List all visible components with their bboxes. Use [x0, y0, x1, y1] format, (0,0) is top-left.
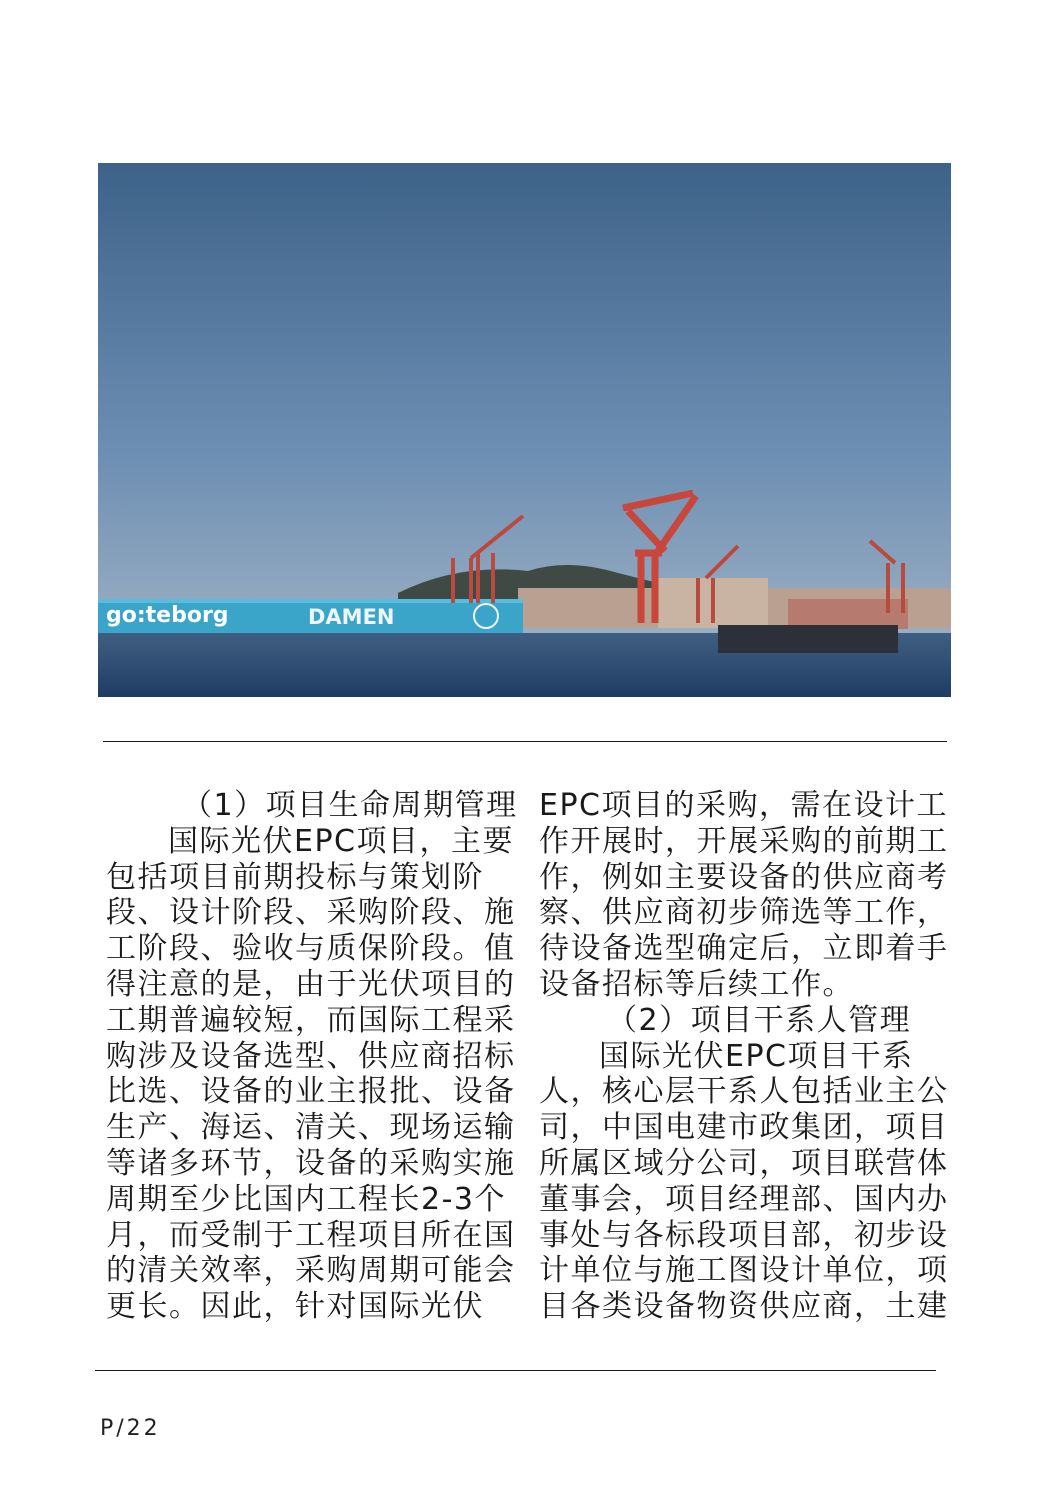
page-number: P/22: [100, 1416, 161, 1441]
text-line: 作，例如主要设备的供应商考: [539, 859, 949, 895]
text-line: 等诸多环节，设备的采购实施: [106, 1145, 516, 1181]
text-line: 所属区域分公司，项目联营体: [539, 1145, 949, 1181]
text-line: 周期至少比国内工程长2-3个: [106, 1181, 506, 1217]
text-line: 作开展时，开展采购的前期工: [539, 823, 949, 859]
divider-bottom: [95, 1370, 936, 1371]
text-line: 目各类设备物资供应商，土建: [539, 1289, 949, 1325]
text-line: 察、供应商初步筛选等工作，: [539, 895, 949, 931]
divider-top: [103, 741, 947, 742]
text-line: 待设备选型确定后，立即着手: [539, 931, 949, 967]
text-line: 生产、海运、清关、现场运输: [106, 1110, 516, 1146]
text-line: 段、设计阶段、采购阶段、施: [106, 895, 516, 931]
section-heading: （1）项目生命周期管理: [182, 788, 518, 823]
text-line: 司，中国电建市政集团，项目: [539, 1110, 949, 1146]
text-line: 比选、设备的业主报批、设备: [106, 1074, 516, 1110]
harbor-photo-illustration: [98, 163, 951, 697]
text-line: 董事会，项目经理部、国内办: [539, 1181, 949, 1217]
article-column-right: [539, 788, 949, 1325]
text-line: 更长。因此，针对国际光伏: [106, 1289, 484, 1325]
text-line: 包括项目前期投标与策划阶: [106, 859, 484, 895]
text-line: 国际光伏EPC项目，主要: [168, 823, 514, 859]
section-heading: （2）项目干系人管理: [607, 1002, 912, 1038]
text-line: 月，而受制于工程项目所在国: [106, 1217, 516, 1253]
sign-damen: DAMEN: [308, 605, 395, 629]
text-line: 设备招标等后续工作。: [539, 966, 854, 1002]
text-line: EPC项目的采购，需在设计工: [539, 788, 948, 823]
sign-goteborg: go:teborg: [106, 603, 229, 628]
text-line: 国际光伏EPC项目干系: [599, 1038, 914, 1074]
text-line: 购涉及设备选型、供应商招标: [106, 1038, 516, 1074]
text-line: 的清关效率，采购周期可能会: [106, 1253, 516, 1289]
text-line: 工阶段、验收与质保阶段。值: [106, 931, 516, 967]
text-line: 工期普遍较短，而国际工程采: [106, 1002, 516, 1038]
text-line: 得注意的是，由于光伏项目的: [106, 966, 516, 1002]
text-line: 事处与各标段项目部，初步设: [539, 1217, 949, 1253]
text-line: 计单位与施工图设计单位，项: [539, 1253, 949, 1289]
text-line: 人，核心层干系人包括业主公: [539, 1074, 949, 1110]
harbor-photo: [98, 163, 951, 697]
article-column-left: [106, 788, 516, 1325]
pier: [718, 625, 898, 653]
